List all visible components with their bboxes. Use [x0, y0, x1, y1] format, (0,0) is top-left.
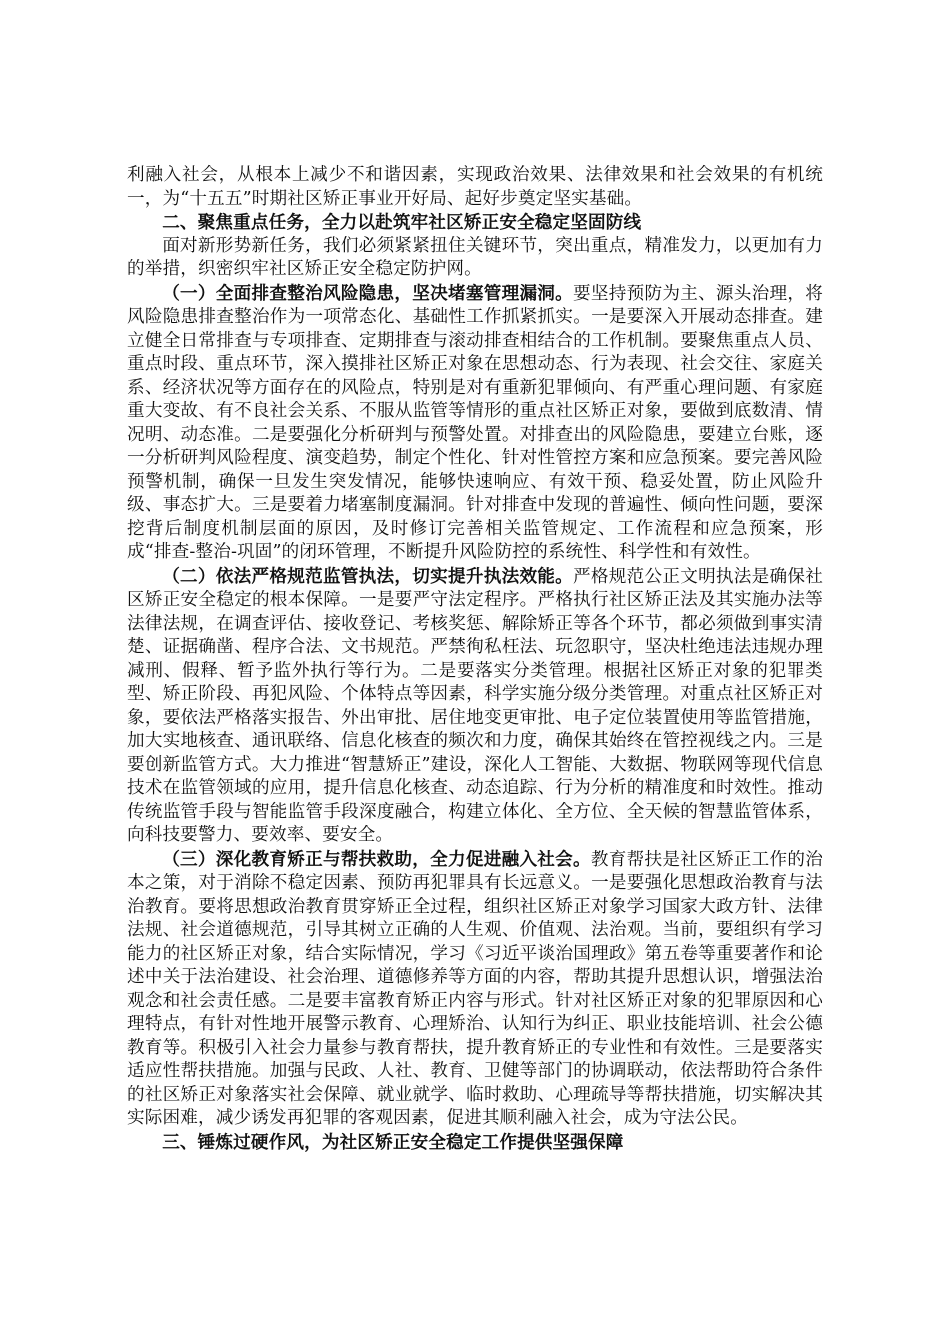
section-2-item-1 [127, 282, 823, 565]
section-2-item-2-lead: （二）依法严格规范监管执法，切实提升执法效能。 [162, 565, 574, 587]
section-2-item-3-lead: （三）深化教育矫正与帮扶救助，全力促进融入社会。 [162, 848, 591, 870]
intro-paragraph-tail: 利融入社会，从根本上减少不和谐因素，实现政治效果、法律效果和社会效果的有机统一，为“十五五”时期社区矫正事业开好局、起好步奠定坚实基础。 [127, 165, 823, 209]
section-2-item-2-body: 严格规范公正文明执法是确保社区矫正安全稳定的根本保障。一是要严守法定程序。严格执行社区矫正法及其实施办法等法律法规，在调查评估、接收登记、考核奖惩、解除矫正等各个环节，都必须做到事实清楚、证据确凿、程序合法、文书规范。严禁徇私枉法、玩忽职守，坚决杜绝违法违规办理减刑、假释、暂予监外执行等行为。二是要落实分类管理。根据社区矫正对象的犯罪类型、矫正阶段、再犯风险、个体特点等因素，科学实施分级分类管理。对重点社区矫正对象，要依法严格落实报告、外出审批、居住地变更审批、电子定位装置使用等监管措施，加大实地核查、通讯联络、信息化核查的频次和力度，确保其始终在管控视线之内。三是要创新监管方式。大力推进“智慧矫正”建设，深化人工智能、大数据、物联网等现代信息技术在监管领域的应用，提升信息化核查、动态追踪、行为分析的精准度和时效性。推动传统监管手段与智能监管手段深度融合，构建立体化、全方位、全天候的智慧监管体系，向科技要警力、要效率、要安全。 [127, 566, 823, 845]
section-2-heading: 二、聚焦重点任务，全力以赴筑牢社区矫正安全稳定坚固防线 [162, 212, 642, 233]
section-2-item-3 [127, 848, 823, 1131]
section-2-item-1-lead: （一）全面排查整治风险隐患，坚决堵塞管理漏洞。 [162, 282, 574, 304]
document-body [127, 164, 823, 1154]
section-2-item-1-body: 要坚持预防为主、源头治理，将风险隐患排查整治作为一项常态化、基础性工作抓紧抓实。一是要深入开展动态排查。建立健全日常排查与专项排查、定期排查与滚动排查相结合的工作机制。要聚焦重点人员、重点时段、重点环节，深入摸排社区矫正对象在思想动态、行为表现、社会交往、家庭关系、经济状况等方面存在的风险点，特别是对有重新犯罪倾向、有严重心理问题、有家庭重大变故、有不良社会关系、不服从监管等情形的重点社区矫正对象，要做到底数清、情况明、动态准。二是要强化分析研判与预警处置。对排查出的风险隐患，要建立台账，逐一分析研判风险程度、演变趋势，制定个性化、针对性管控方案和应急预案。要完善风险预警机制，确保一旦发生突发情况，能够快速响应、有效干预、稳妥处置，防止风险升级、事态扩大。三是要着力堵塞制度漏洞。针对排查中发现的普遍性、倾向性问题，要深挖背后制度机制层面的原因，及时修订完善相关监管规定、工作流程和应急预案，形成“排查-整治-巩固”的闭环管理，不断提升风险防控的系统性、科学性和有效性。 [127, 283, 823, 562]
section-2-item-2 [127, 565, 823, 848]
section-2-intro: 面对新形势新任务，我们必须紧紧扭住关键环节，突出重点，精准发力，以更加有力的举措，织密织牢社区矫正安全稳定防护网。 [127, 235, 823, 279]
section-2-item-3-body: 教育帮扶是社区矫正工作的治本之策，对于消除不稳定因素、预防再犯罪具有长远意义。一是要强化思想政治教育与法治教育。要将思想政治教育贯穿矫正全过程，组织社区矫正对象学习国家大政方针、法律法规、社会道德规范，引导其树立正确的人生观、价值观、法治观。当前，要组织有学习能力的社区矫正对象，结合实际情况，学习《习近平谈治国理政》第五卷等重要著作和论述中关于法治建设、社会治理、道德修养等方面的内容，帮助其提升思想认识，增强法治观念和社会责任感。二是要丰富教育矫正内容与形式。针对社区矫正对象的犯罪原因和心理特点，有针对性地开展警示教育、心理矫治、认知行为纠正、职业技能培训、社会公德教育等。积极引入社会力量参与教育帮扶，提升教育矫正的专业性和有效性。三是要落实适应性帮扶措施。加强与民政、人社、教育、卫健等部门的协调联动，依法帮助符合条件的社区矫正对象落实社会保障、就业就学、临时救助、心理疏导等帮扶措施，切实解决其实际困难，减少诱发再犯罪的客观因素，促进其顺利融入社会，成为守法公民。 [127, 849, 824, 1128]
section-3-heading: 三、锤炼过硬作风，为社区矫正安全稳定工作提供坚强保障 [162, 1131, 624, 1153]
